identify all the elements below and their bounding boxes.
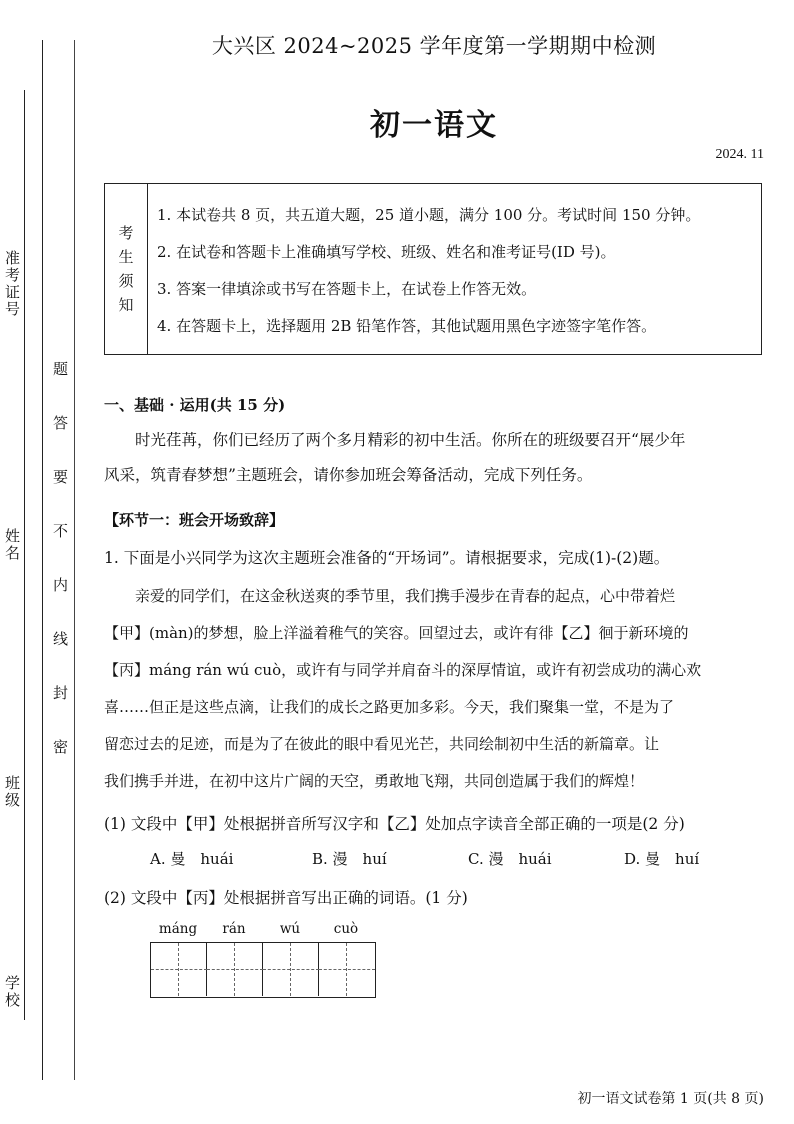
- label-class: 班级: [3, 775, 21, 809]
- grid-cell[interactable]: [151, 943, 207, 996]
- exam-title: 大兴区 2024~2025 学年度第一学期期中检测: [211, 34, 657, 58]
- notice-item: 4. 在答题卡上，选择题用 2B 铅笔作答，其他试题用黑色字迹签字笔作答。: [157, 317, 657, 335]
- label-school: 学校: [3, 975, 21, 1009]
- passage-line: 【丙】máng rán wú cuò，或许有与同学并肩奋斗的深厚情谊，或许有初尝成功的满心欢: [104, 661, 702, 679]
- grid-cell[interactable]: [319, 943, 375, 996]
- option-d[interactable]: D. 曼 huí: [624, 850, 700, 868]
- exam-notice-box: [104, 183, 762, 355]
- pinyin-label: máng: [158, 921, 198, 937]
- seal-char: 线: [53, 630, 69, 648]
- notice-heading-char: 须: [118, 272, 134, 290]
- writing-grid[interactable]: [150, 942, 376, 998]
- pinyin-label: wú: [279, 921, 301, 937]
- opening-speech-passage: [104, 578, 764, 800]
- page-divider-line: [74, 40, 75, 1080]
- margin-line-seal: [42, 40, 43, 1080]
- seal-char: 不: [53, 522, 69, 540]
- label-exam-id: 准考证号: [3, 250, 21, 318]
- exam-date: 2024. 11: [715, 147, 764, 162]
- page-footer: 初一语文试卷第 1 页(共 8 页): [577, 1091, 764, 1107]
- notice-heading-char: 知: [118, 296, 134, 314]
- question-1: 1. 下面是小兴同学为这次主题班会准备的“开场词”。请根据要求，完成(1)-(2)题。: [104, 549, 670, 567]
- passage-line: 亲爱的同学们，在这金秋送爽的季节里，我们携手漫步在青春的起点，心中带着烂: [135, 587, 676, 605]
- margin-line-left: [24, 90, 25, 1020]
- passage-line: 留恋过去的足迹，而是为了在彼此的眼中看见光芒，共同绘制初中生活的新篇章。让: [104, 735, 660, 753]
- passage-line: 喜……但正是这些点滴，让我们的成长之路更加多彩。今天，我们聚集一堂，不是为了: [104, 698, 675, 716]
- notice-heading-char: 生: [118, 248, 134, 266]
- option-c[interactable]: C. 漫 huái: [468, 850, 552, 868]
- seal-char: 密: [53, 738, 69, 756]
- notice-heading-char: 考: [118, 224, 134, 242]
- notice-items: [157, 204, 757, 352]
- intro-paragraph: [104, 423, 764, 493]
- option-b[interactable]: B. 漫 huí: [312, 850, 387, 868]
- pinyin-label: rán: [222, 921, 246, 937]
- seal-char: 要: [53, 468, 69, 486]
- notice-item: 2. 在试卷和答题卡上准确填写学校、班级、姓名和准考证号(ID 号)。: [157, 243, 616, 261]
- subject-title: 初一语文: [370, 108, 498, 143]
- notice-heading: [105, 184, 148, 354]
- pinyin-label: cuò: [333, 921, 359, 937]
- intro-line: 风采，筑青春梦想”主题班会，请你参加班会筹备活动，完成下列任务。: [104, 466, 593, 484]
- binding-margin: [0, 0, 100, 1124]
- link-title: 【环节一：班会开场致辞】: [104, 511, 285, 529]
- intro-line: 时光荏苒，你们已经历了两个多月精彩的初中生活。你所在的班级要召开“展少年: [135, 431, 686, 449]
- seal-char: 答: [53, 414, 69, 432]
- notice-item: 3. 答案一律填涂或书写在答题卡上，在试卷上作答无效。: [157, 280, 537, 298]
- question-1-1: (1) 文段中【甲】处根据拼音所写汉字和【乙】处加点字读音全部正确的一项是(2 分): [104, 815, 685, 833]
- section-title: 一、基础 · 运用(共 15 分): [104, 396, 286, 414]
- passage-line: 【甲】(màn)的梦想，脸上洋溢着稚气的笑容。回望过去，或许有徘【乙】徊于新环境的: [104, 624, 689, 642]
- seal-char: 封: [53, 684, 69, 702]
- question-1-2: (2) 文段中【丙】处根据拼音写出正确的词语。(1 分): [104, 889, 468, 907]
- grid-cell[interactable]: [263, 943, 319, 996]
- notice-item: 1. 本试卷共 8 页，共五道大题，25 道小题，满分 100 分。考试时间 150 分钟。: [157, 206, 701, 224]
- grid-cell[interactable]: [207, 943, 263, 996]
- seal-char: 内: [53, 576, 69, 594]
- passage-line: 我们携手并进，在初中这片广阔的天空，勇敢地飞翔，共同创造属于我们的辉煌！: [104, 772, 645, 790]
- option-a[interactable]: A. 曼 huái: [150, 850, 234, 868]
- label-name: 姓名: [3, 528, 21, 562]
- seal-char: 题: [53, 360, 69, 378]
